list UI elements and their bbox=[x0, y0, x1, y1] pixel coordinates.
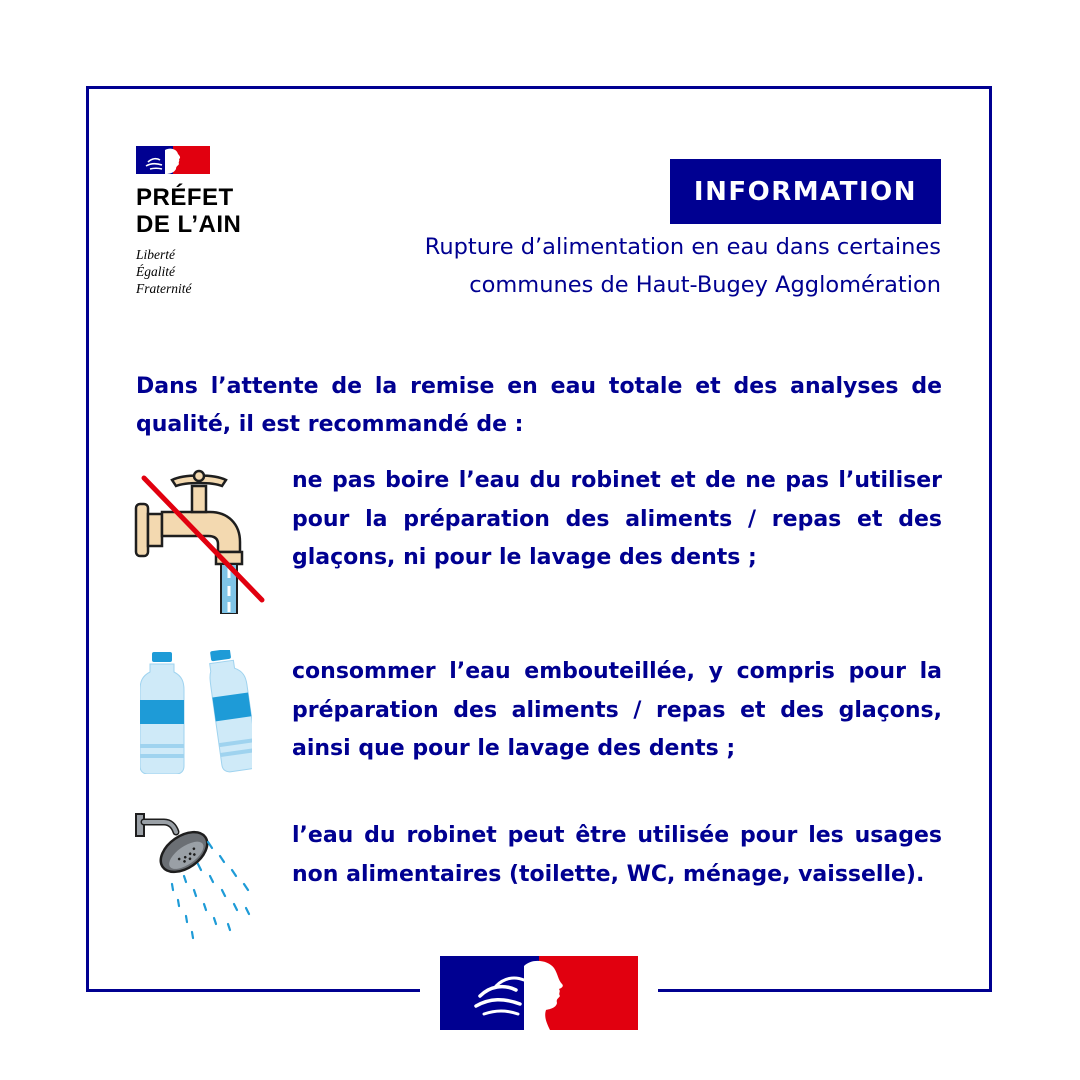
recommendation-no-tap-water: ne pas boire l’eau du robinet et de ne pas l’utiliser pour la préparation des aliments / repas et des glaçons, ni pour le lavage des dents ; bbox=[292, 468, 942, 570]
recommendation-non-food-use: l’eau du robinet peut être utilisée pour les usages non alimentaires (toilette, WC, ménage, vaisselle). bbox=[292, 823, 942, 887]
motto-liberte: Liberté bbox=[136, 247, 175, 262]
motto-fraternite: Fraternité bbox=[136, 281, 192, 296]
water-bottles-icon bbox=[140, 650, 252, 774]
shower-icon bbox=[134, 812, 262, 946]
intro-text: Dans l’attente de la remise en eau totale et des analyses de qualité, il est recommandé de : bbox=[136, 374, 942, 437]
logo-title-line2: DE L’AIN bbox=[136, 211, 242, 238]
logo-title bbox=[136, 184, 316, 238]
subtitle-line1: Rupture d’alimentation en eau dans certaines bbox=[424, 234, 941, 260]
prefecture-logo bbox=[136, 146, 316, 297]
subtitle-line2: communes de Haut-Bugey Agglomération bbox=[469, 272, 941, 298]
recommendation-bottled-water: consommer l’eau embouteillée, y compris pour la préparation des aliments / repas et des glaçons, ainsi que pour le lavage des dents ; bbox=[292, 659, 942, 761]
logo-motto bbox=[136, 246, 316, 297]
marianne-flag-icon bbox=[136, 146, 316, 174]
motto-egalite: Égalité bbox=[136, 264, 175, 279]
marianne-logo-icon bbox=[440, 956, 638, 1034]
subtitle bbox=[301, 228, 941, 304]
information-badge: INFORMATION bbox=[670, 159, 941, 224]
crossed-tap-icon bbox=[132, 468, 272, 614]
logo-title-line1: PRÉFET bbox=[136, 184, 234, 211]
